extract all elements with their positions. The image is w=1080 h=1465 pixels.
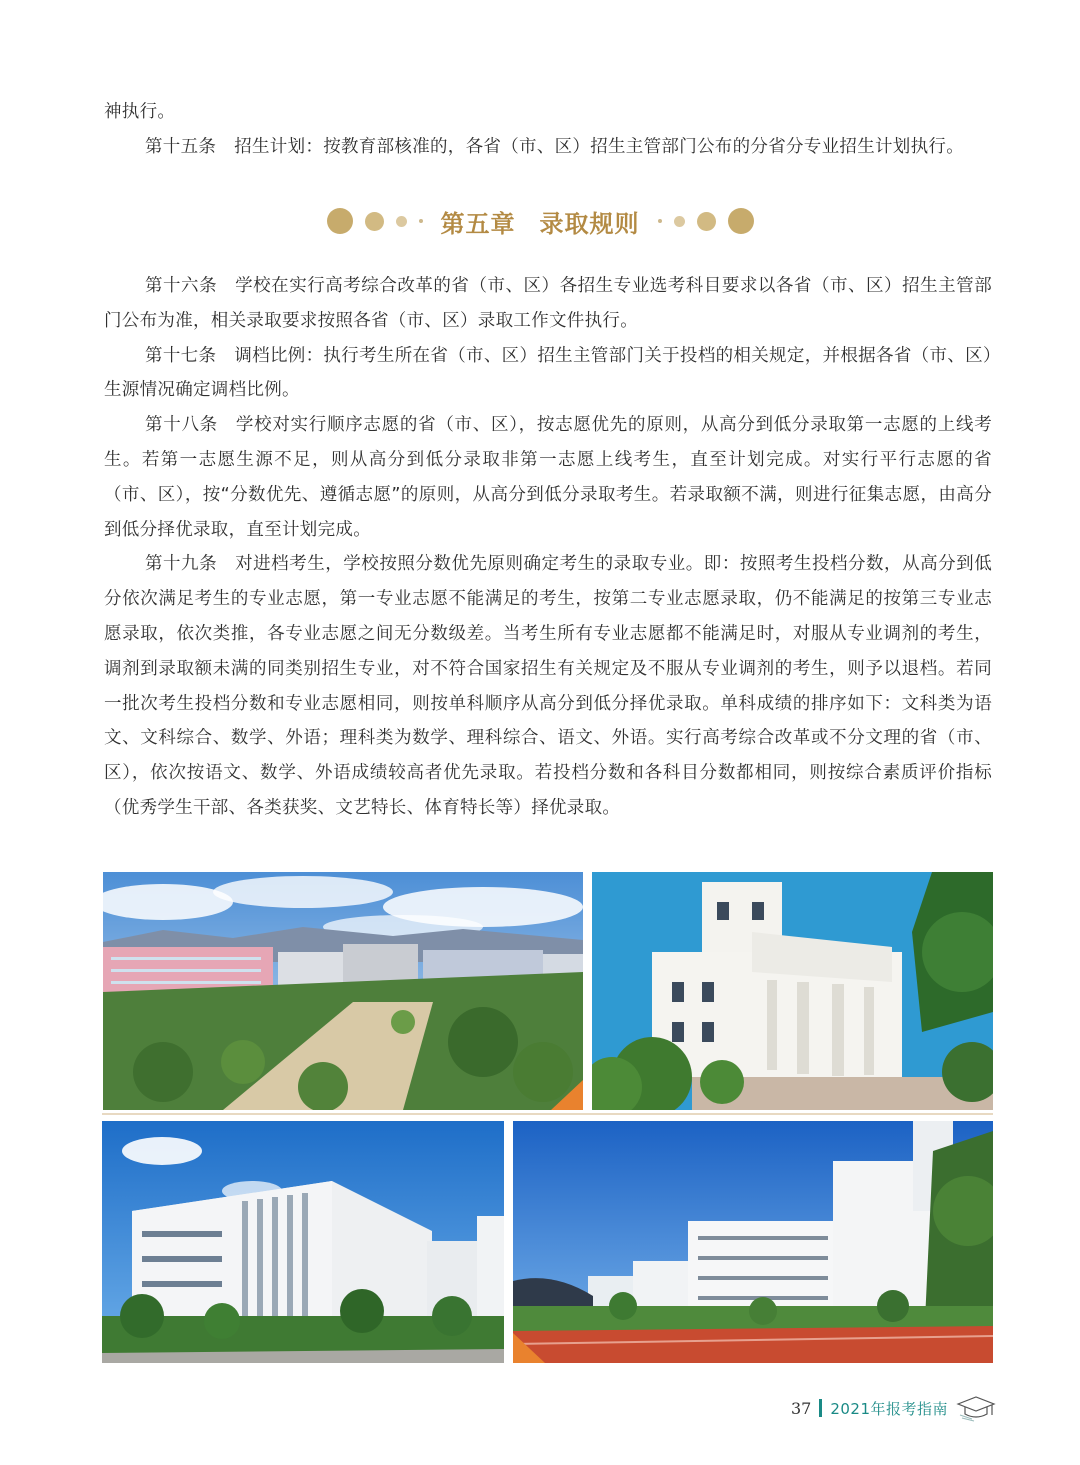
campus-aerial-photo	[103, 872, 583, 1110]
white-building-photo	[592, 872, 993, 1110]
article-16	[104, 269, 992, 339]
article-18-text: 学校对实行顺序志愿的省（市、区），按志愿优先的原则，从高分到低分录取第一志愿的上线考生。若第一志愿生源不足，则从高分到低分录取非第一志愿上线考生，直至计划完成。对实行平行志愿的省（市、区），按“分数优先、遵循志愿”的原则，从高分到低分录取考生。若录取额不满，则进行征集志愿，由高分到低分择优录取，直至计划完成。	[104, 415, 992, 540]
decor-dot-icon	[674, 216, 685, 227]
intro-continuation: 神执行。	[104, 102, 176, 122]
article-17	[104, 339, 992, 409]
intro-text-block	[104, 95, 992, 165]
orange-corner-accent	[551, 1080, 583, 1110]
decor-dot-icon	[419, 219, 423, 223]
article-19-label: 第十九条	[145, 554, 218, 575]
decor-dot-icon	[658, 219, 662, 223]
chapter-body	[104, 269, 992, 826]
chapter-name: 录取规则	[539, 208, 640, 238]
article-18-label: 第十八条	[145, 415, 218, 436]
footer-divider	[819, 1399, 822, 1417]
article-15-text: 招生计划：按教育部核准的，各省（市、区）招生主管部门公布的分省分专业招生计划执行。	[234, 136, 964, 157]
page-number: 37	[790, 1398, 812, 1418]
article-16-label: 第十六条	[145, 276, 218, 296]
article-17-text: 调档比例：执行考生所在省（市、区）招生主管部门关于投档的相关规定，并根据各省（市、区）生源情况确定调档比例。	[104, 345, 993, 401]
decor-dot-icon	[327, 208, 353, 234]
decor-dot-icon	[728, 208, 754, 234]
article-16-text: 学校在实行高考综合改革的省（市、区）各招生专业选考科目要求以各省（市、区）招生主管部门公布为准，相关录取要求按照各省（市、区）录取工作文件执行。	[104, 276, 992, 331]
chapter-number: 第五章	[440, 208, 516, 238]
decor-dot-icon	[396, 216, 407, 227]
teaching-building-photo	[102, 1121, 504, 1363]
decor-dot-icon	[697, 212, 716, 231]
article-17-label: 第十七条	[145, 345, 217, 366]
chapter-header	[0, 196, 1080, 246]
page-footer	[791, 1393, 996, 1423]
graduation-cap-icon	[956, 1393, 996, 1423]
guide-title: 2021年报考指南	[830, 1399, 948, 1418]
photo-separator	[102, 1113, 993, 1115]
article-19	[104, 547, 992, 825]
sports-track-photo	[513, 1121, 993, 1363]
article-19-text: 对进档考生，学校按照分数优先原则确定考生的录取专业。即：按照考生投档分数，从高分到低分依次满足考生的专业志愿，第一专业志愿不能满足的考生，按第二专业志愿录取，仍不能满足的按第三专业志愿录取，依次类推，各专业志愿之间无分数级差。当考生所有专业志愿都不能满足时，对服从专业调剂的考生，调剂到录取额未满的同类别招生专业，对不符合国家招生有关规定及不服从专业调剂的考生，则予以退档。若同一批次考生投档分数和专业志愿相同，则按单科顺序从高分到低分择优录取。单科成绩的排序如下：文科类为语文、文科综合、数学、外语；理科类为数学、理科综合、语文、外语。实行高考综合改革或不分文理的省（市、区），依次按语文、数学、外语成绩较高者优先录取。若投档分数和各科目分数都相同，则按综合素质评价指标（优秀学生干部、各类获奖、文艺特长、体育特长等）择优录取。	[104, 554, 992, 818]
orange-corner-accent	[513, 1333, 545, 1363]
article-15-label: 第十五条	[145, 136, 217, 157]
article-15	[104, 130, 992, 165]
chapter-title	[435, 204, 646, 239]
article-18	[104, 408, 992, 547]
decor-dot-icon	[365, 212, 384, 231]
